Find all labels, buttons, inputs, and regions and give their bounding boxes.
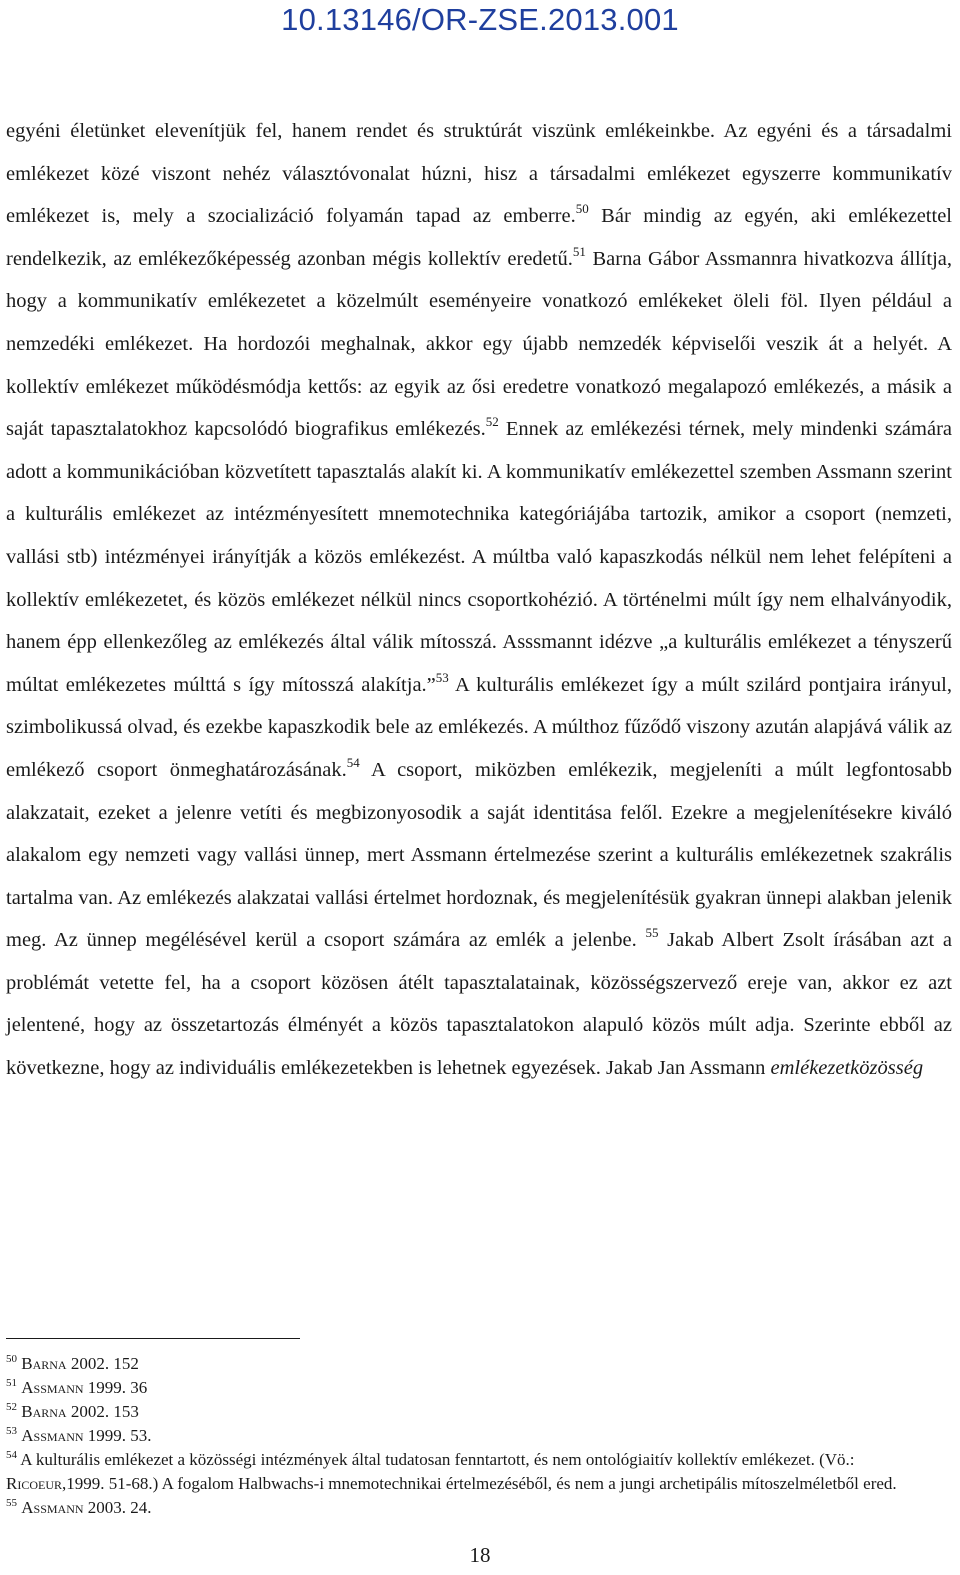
doi-header: 10.13146/OR-ZSE.2013.001 [281, 2, 679, 37]
footnote-number: 51 [6, 1377, 17, 1389]
footnote-text: 2002. 153 [66, 1402, 139, 1421]
text-run: Ennek az emlékezési térnek, mely mindenki számára adott a kommunikációban közvetített tapasztalás alakít ki. A kommunikatív emlékezettel szemben Assmann szerint a kulturális emlékezet az intézményesített mnemotechnika kategóriájába tartozik, amikor a csoport (nemzeti, vallási stb) intézményei irányítják a közös emlékezést. A múltba való kapaszkodás nélkül nem lehet felépíteni a kollektív emlékezetet, és közös emlékezet nélkül nincs csoportkohézió. A történelmi múlt így nem elhalványodik, hanem épp ellenkezőleg az emlékezés által válik mítosszá. Asssmannt idézve „a kulturális emlékezet a tényszerű múltat emlékezetes múlttá s így mítosszá alakítja.” [6, 418, 952, 696]
footnote-51 [6, 1376, 946, 1400]
footnote-text: 2003. 24. [83, 1498, 152, 1517]
page-number: 18 [469, 1543, 491, 1567]
text-run: A kulturális emlékezet így a múlt szilárd pontjaira irányul, szimbolikussá olvad, és ezekbe kapaszkodik bele az emlékezés. A múlthoz fűződő viszony azután alapjává válik az emlékező csoport önmeghatározásának. [6, 673, 952, 781]
footnote-text: ,1999. 51-68.) A fogalom Halbwachs-i mnemotechnikai értelmezéséből, és nem a jungi archetipális mítoszelméletből ered. [62, 1474, 897, 1493]
footnote-ref-53: 53 [435, 669, 449, 685]
footnote-50 [6, 1352, 946, 1376]
text-run: Bár mindig az egyén, aki emlékezettel rendelkezik, az emlékezőképesség azonban mégis kollektív eredetű. [6, 205, 952, 270]
footnote-ref-51: 51 [572, 243, 586, 259]
text-run: egyéni életünket elevenítjük fel, hanem rendet és struktúrát viszünk emlékeinkbe. Az egyéni és a társadalmi emlékezet közé viszont nehéz választóvonalat húzni, hisz a társadalmi emlékezet egyszerre kommunikatív emlékezet is, mely a szocializáció folyamán tapad az emberre. [6, 120, 952, 228]
footnote-53 [6, 1424, 946, 1448]
text-run: Jakab Albert Zsolt írásában azt a problémát vetette fel, ha a csoport közösen átélt tapasztalatainak, közösségszervező ereje van, akkor ez azt jelentené, hogy az összetartozás élményét a közös tapasztalatokon alapuló közös múlt adja. Szerinte ebből az következne, hogy az individuális emlékezetekben is lehetnek egyezések. Jakab Jan Assmann [6, 929, 952, 1080]
footnote-author: Ricoeur [6, 1474, 63, 1493]
footnote-author: Barna [21, 1354, 67, 1373]
footnote-ref-52: 52 [485, 414, 499, 430]
footnote-number: 54 [6, 1449, 17, 1461]
footnote-ref-55: 55 [645, 925, 659, 941]
footnote-author: Assmann [21, 1378, 84, 1397]
footnote-number: 50 [6, 1353, 17, 1365]
footnote-author: Assmann [21, 1426, 84, 1445]
footnote-ref-50: 50 [575, 201, 589, 217]
footnote-54 [6, 1448, 946, 1496]
footnote-number: 52 [6, 1401, 17, 1413]
text-run: A csoport, miközben emlékezik, megjeleníti a múlt legfontosabb alakzatait, ezeket a jelenre vetíti és megbizonyosodik a saját identitása felől. Ezekre a megjelenítésekre kiváló alakalom egy nemzeti vagy vallási ünnep, mert Assmann értelmezése szerint a kulturális emlékezetnek szakrális tartalma van. Az emlékezés alakzatai vallási értelmet hordoznak, és megjelenítésük gyakran ünnepi alakban jelenik meg. Az ünnep megélésével kerül a csoport számára az emlék a jelenbe. [6, 758, 952, 952]
main-text [6, 110, 952, 1090]
body-paragraph [6, 110, 952, 1090]
footnote-text: A kulturális emlékezet a közösségi intézmények által tudatosan fenntartott, és nem ontológiaitív kollektív emlékezet. (Vö.: [17, 1450, 855, 1469]
footnotes [6, 1352, 946, 1520]
footnote-number: 55 [6, 1497, 17, 1509]
footnote-text: 1999. 53. [83, 1426, 152, 1445]
footnote-text: 1999. 36 [83, 1378, 148, 1397]
text-run: Barna Gábor Assmannra hivatkozva állítja, hogy a kommunikatív emlékezetet a közelmúlt eseményeire vonatkozó emlékeket öleli föl. Ilyen például a nemzedéki emlékezet. Ha hordozói meghalnak, akkor egy újabb nemzedék képviselői veszik át a helyét. A kollektív emlékezet működésmódja kettős: az egyik az ősi eredetre vonatkozó megalapozó emlékezés, a másik a saját tapasztalatokhoz kapcsolódó biografikus emlékezés. [6, 247, 952, 441]
footnote-number: 53 [6, 1425, 17, 1437]
footnote-author: Barna [21, 1402, 67, 1421]
footnote-55 [6, 1496, 946, 1520]
footnote-separator [6, 1338, 300, 1339]
footnote-text: 2002. 152 [66, 1354, 139, 1373]
footnote-ref-54: 54 [346, 754, 360, 770]
italic-term: emlékezetközösség [770, 1057, 924, 1080]
footnote-52 [6, 1400, 946, 1424]
footnote-author: Assmann [21, 1498, 84, 1517]
